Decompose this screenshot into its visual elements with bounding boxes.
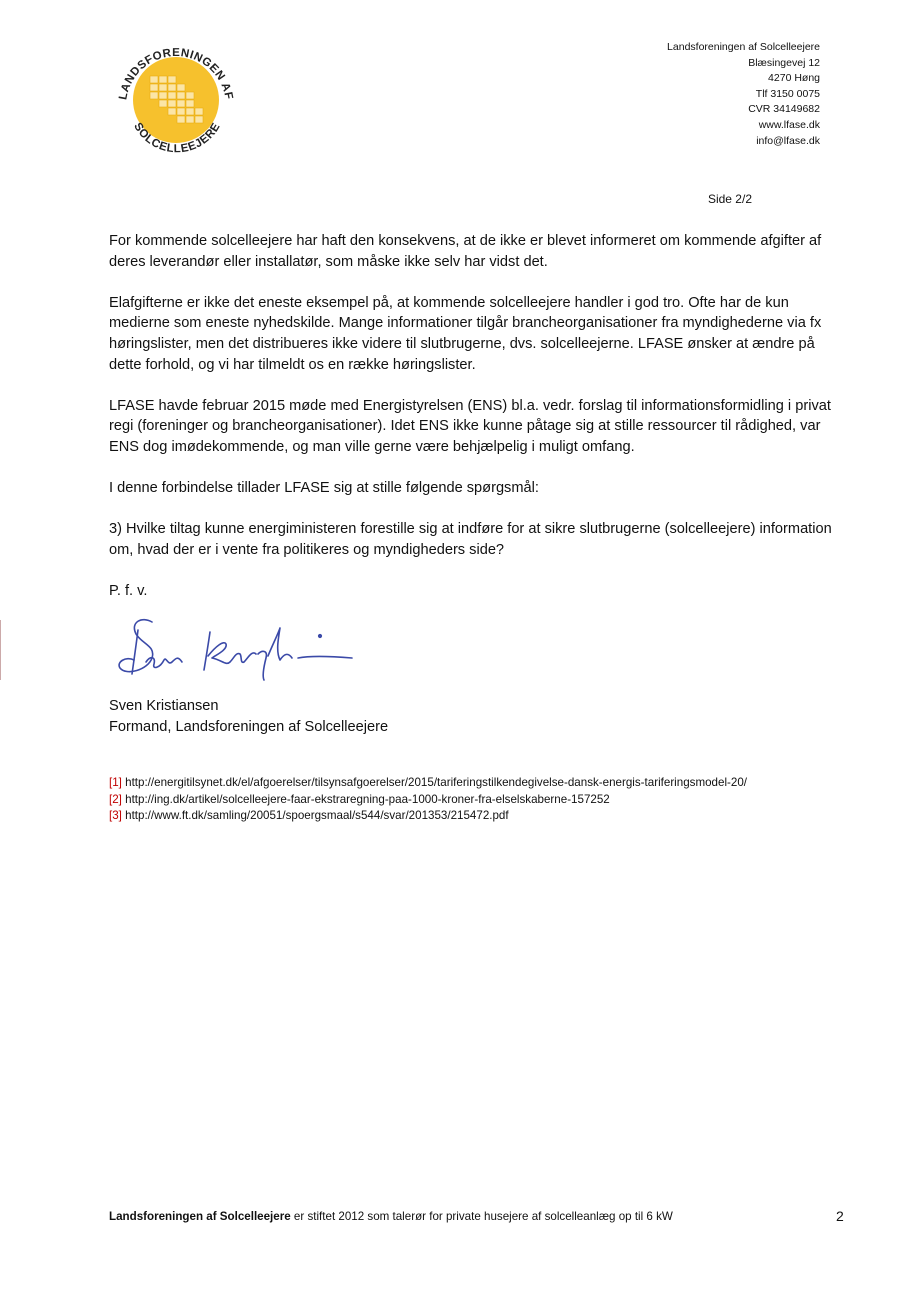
sender-address	[520, 40, 820, 149]
footnote-ref[interactable]: [1]	[109, 776, 122, 789]
logo-bottom-text: SOLCELLEEJERE	[131, 120, 223, 156]
page-label: Side 2/2	[707, 192, 752, 206]
paragraph-1: For kommende solcelleejere har haft den konsekvens, at de ikke er blevet informeret om kommende afgifter af deres leverandør eller installatør, som måske ikke selv har vidst det.	[109, 233, 822, 270]
address-street: Blæsingevej 12	[748, 56, 820, 69]
address-cvr: CVR 34149682	[748, 103, 820, 116]
footnotes	[109, 775, 829, 825]
margin-mark	[0, 620, 1, 680]
address-phone: Tlf 3150 0075	[755, 87, 820, 100]
footnote-2	[109, 792, 829, 809]
footnote-ref[interactable]: [3]	[109, 809, 122, 823]
footnote-link[interactable]: http://ing.dk/artikel/solcelleejere-faar-ekstraregning-paa-1000-kroner-fra-elselskaberne-157252	[125, 792, 610, 806]
paragraph-4: I denne forbindelse tillader LFASE sig at stille følgende spørgsmål:	[109, 480, 539, 497]
footnote-link[interactable]: http://www.ft.dk/samling/20051/spoergsmaal/s544/svar/201353/215472.pdf	[125, 809, 509, 823]
footer-text: er stiftet 2012 som talerør for private husejere af solcelleanlæg op til 6 kW	[290, 1210, 673, 1223]
address-org: Landsforeningen af Solcelleejere	[667, 41, 820, 53]
address-web[interactable]: www.lfase.dk	[758, 118, 820, 131]
paragraph-3: LFASE havde februar 2015 møde med Energistyrelsen (ENS) bl.a. vedr. forslag til informationsformidling i privat regi (foreninger og brancheorganisationer). Idet ENS ikke kunne påtage sig at stille ressourcer til rådighed, var ENS dog imødekommende, og man ville gerne være behjælpelig i muligt omfang.	[109, 397, 831, 455]
address-email[interactable]: info@lfase.dk	[756, 134, 820, 147]
paragraph-2: Elafgifterne er ikke det eneste eksempel på, at kommende solcelleejere handler i god tro. Ofte har de kun medierne som eneste nyhedskilde. Mange informationer tilgår brancheorganisationer fra myndighederne via fx høringslister, men det distribueres ikke videre til slutbrugerne, dvs. solcelleejerne. LFASE ønsker at ændre på dette forhold, og vi har tilmeldt os en række høringslister.	[109, 294, 822, 373]
page-footer	[109, 1210, 849, 1223]
footnote-3	[109, 808, 829, 825]
closing: P. f. v.	[109, 583, 148, 600]
footnote-link[interactable]: http://energitilsynet.dk/el/afgoerelser/tilsynsafgoerelser/2015/tariferingstilkendegivelse-dansk-energis-tariferingsmodel-20/	[125, 776, 747, 789]
address-city: 4270 Høng	[768, 72, 820, 85]
organization-logo	[108, 40, 248, 168]
logo-top-text: LANDSFORENINGEN AF	[117, 46, 235, 101]
logo-graphic	[108, 40, 248, 168]
handwritten-signature	[112, 610, 362, 690]
signer-title: Formand, Landsforeningen af Solcelleejere	[109, 718, 389, 735]
paragraph-5: 3) Hvilke tiltag kunne energiministeren forestille sig at indføre for at sikre slutbrugerne (solcelleejere) information om, hvad der er i vente fra politikeres og myndigheders side?	[109, 521, 832, 558]
footer-org: Landsforeningen af Solcelleejere	[109, 1210, 291, 1223]
footnote-1	[109, 775, 829, 792]
signer-name: Sven Kristiansen	[109, 698, 219, 715]
footer-page-number: 2	[836, 1208, 844, 1224]
footnote-ref[interactable]: [2]	[109, 792, 122, 806]
